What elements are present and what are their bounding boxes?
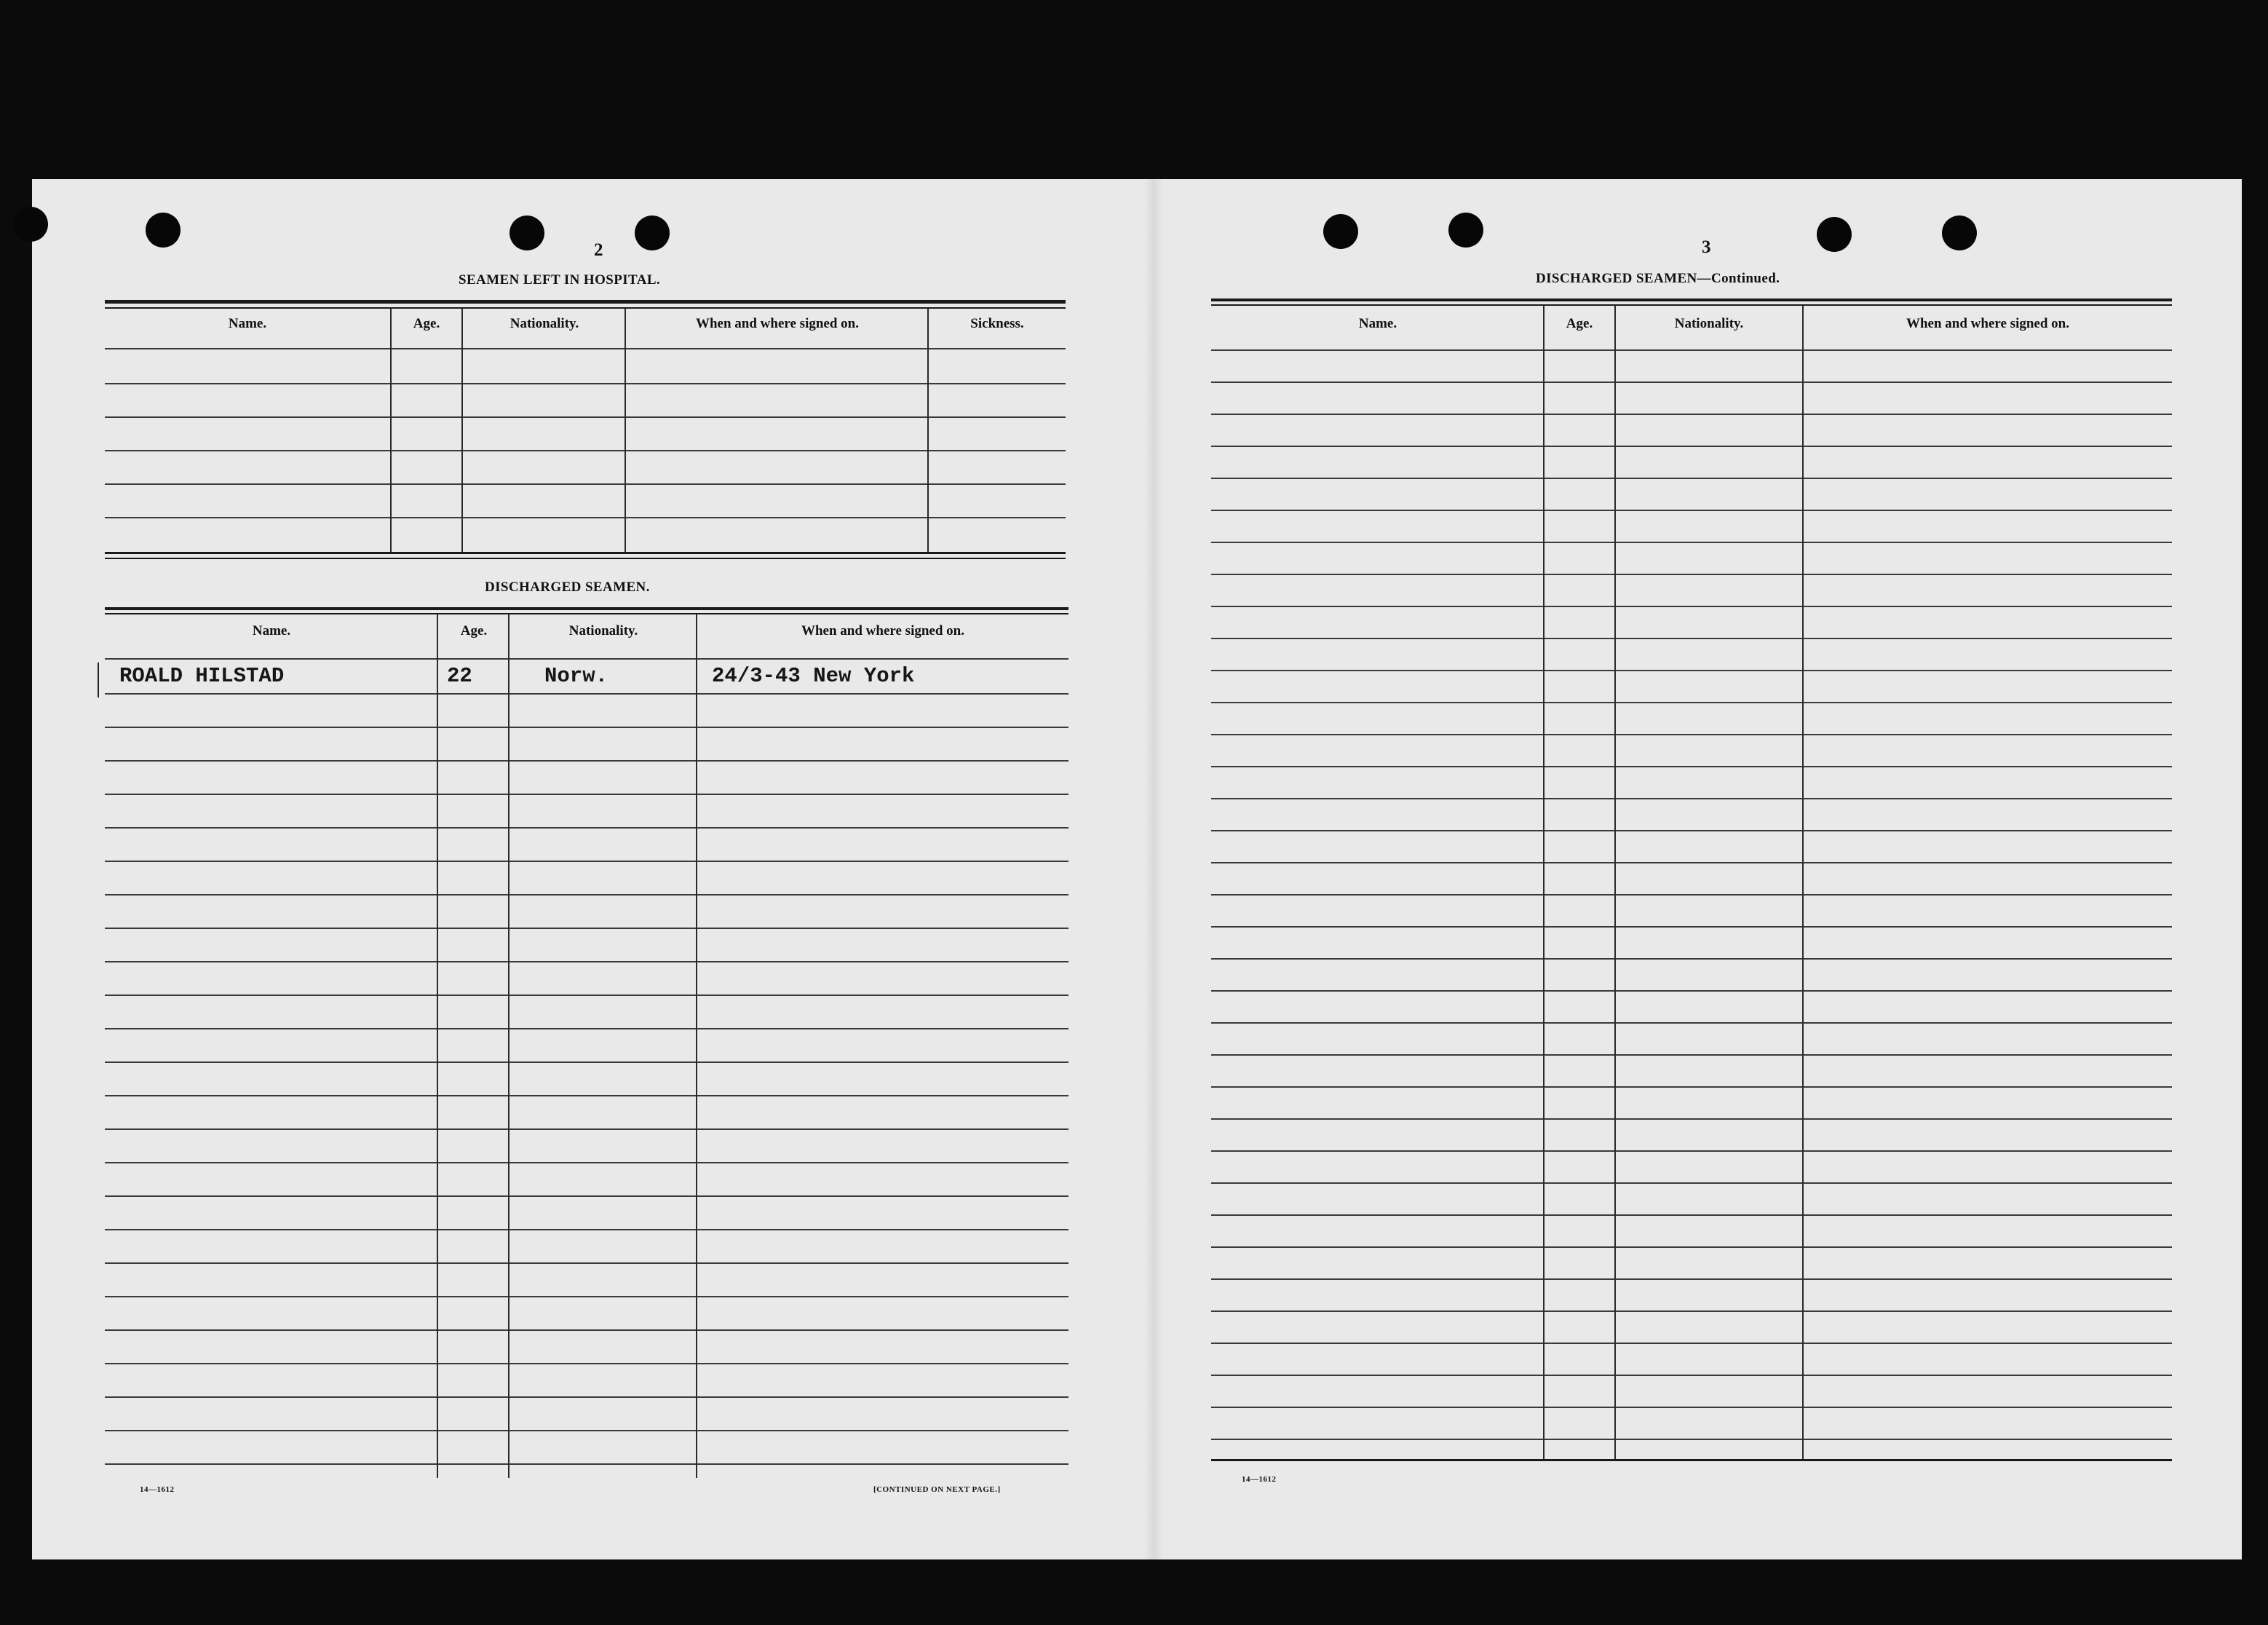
discharged-continued-title bbox=[1536, 271, 1780, 287]
punch-hole bbox=[509, 216, 544, 250]
discharged-col-nationality: Nationality. bbox=[568, 623, 638, 638]
right-page-number: 3 bbox=[1702, 237, 1711, 257]
continued-col-signed-on: When and where signed on. bbox=[1906, 316, 2069, 331]
right-form-number: 14—1612 bbox=[1242, 1475, 1277, 1484]
entry-check-mark bbox=[98, 663, 99, 697]
hospital-col-name: Name. bbox=[228, 316, 267, 331]
left-page-number: 2 bbox=[594, 240, 603, 260]
discharged-col-age: Age. bbox=[460, 623, 488, 638]
punch-hole bbox=[13, 207, 48, 242]
continued-col-age: Age. bbox=[1566, 316, 1593, 331]
discharged-row-1-nationality: Norw. bbox=[544, 664, 608, 688]
discharged-row-1-age: 22 bbox=[447, 664, 472, 688]
punch-hole bbox=[146, 213, 181, 248]
punch-hole bbox=[1448, 213, 1483, 248]
hospital-table bbox=[105, 300, 1066, 561]
continued-col-nationality: Nationality. bbox=[1674, 316, 1744, 331]
discharged-table-left bbox=[105, 607, 1068, 1478]
discharged-continued-title-main: DISCHARGED SEAMEN bbox=[1536, 271, 1697, 286]
discharged-row-1-name: ROALD HILSTAD bbox=[119, 664, 285, 688]
discharged-row-1-signed-on: 24/3-43 New York bbox=[712, 664, 915, 688]
punch-hole bbox=[1323, 214, 1358, 249]
hospital-col-age: Age. bbox=[413, 316, 440, 331]
discharged-continued-title-suffix: —Continued. bbox=[1697, 271, 1780, 286]
hospital-section-title: SEAMEN LEFT IN HOSPITAL. bbox=[459, 272, 661, 288]
discharged-col-signed-on: When and where signed on. bbox=[801, 623, 964, 638]
punch-hole bbox=[635, 216, 670, 250]
hospital-col-nationality: Nationality. bbox=[509, 316, 579, 331]
hospital-col-signed-on: When and where signed on. bbox=[695, 316, 859, 331]
continued-note: [CONTINUED ON NEXT PAGE.] bbox=[873, 1485, 1001, 1494]
discharged-col-name: Name. bbox=[252, 623, 291, 638]
continued-col-name: Name. bbox=[1358, 316, 1397, 331]
discharged-section-title: DISCHARGED SEAMEN. bbox=[485, 580, 650, 595]
discharged-table-right bbox=[1211, 298, 2172, 1466]
left-form-number: 14—1612 bbox=[140, 1485, 175, 1494]
hospital-col-sickness: Sickness. bbox=[970, 316, 1024, 331]
punch-hole bbox=[1942, 216, 1977, 250]
center-fold bbox=[1144, 179, 1163, 1559]
punch-hole bbox=[1817, 217, 1852, 252]
